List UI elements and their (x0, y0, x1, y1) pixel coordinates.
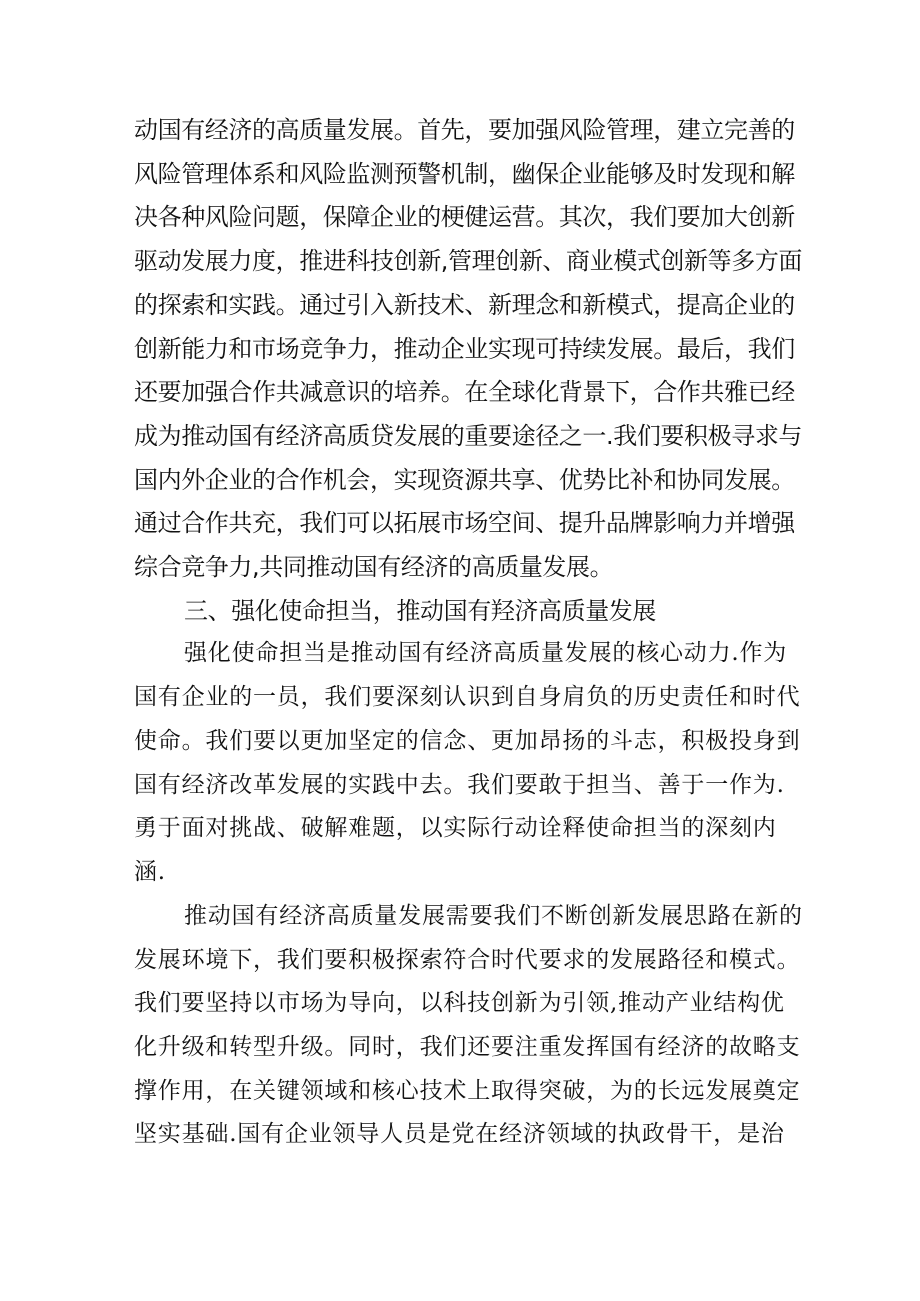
text-line: 成为推动国有经济高质贷发展的重要途径之一.我们要积极寻求与 (134, 422, 803, 450)
text-line: 强化使命担当是推动国有经济高质量发展的核心动力.作为 (184, 640, 788, 666)
text-line: 发展环境下，我们要积极探索符合时代要求的发展路径和模式。 (134, 947, 801, 973)
text-line: 决各种风险问题，保障企业的梗健运营。其次，我们要加大创新 (134, 203, 795, 231)
text-line: 风险管理体系和风险监测预警机制，幽保企业能够及时发现和解 (134, 160, 795, 188)
text-line: 综合竞争力,共同推动国有经济的高质量发展。 (134, 553, 614, 581)
text-line: 动国有经济的高质量发展。首先，要加强风险管理，建立完善的 (134, 116, 795, 144)
text-line: 涵. (134, 859, 166, 885)
text-line: 使命。我们要以更加坚定的信念、更加昂扬的斗志，积极投身到 (134, 728, 801, 754)
text-line: 国有经济改革发展的实践中去。我们要敢于担当、善于一作为. (134, 772, 785, 798)
text-line: 撑作用，在关键领域和核心技术上取得突破，为的长远发展奠定 (134, 1078, 801, 1104)
text-line: 国内外企业的合作机会，实现资源共享、优势比补和协同发展。 (134, 466, 795, 494)
text-line: 的探索和实践。通过引入新技术、新理念和新模式，提高企业的 (134, 291, 795, 319)
text-line: 还要加强合作共减意识的培养。在全球化背景下，合作共雅已经 (134, 378, 795, 406)
text-line: 国有企业的一员，我们要深刻认识到自身肩负的历史责任和时代 (134, 684, 801, 710)
text-line: 推动国有经济高质量发展需要我们不断创新发展思路在新的 (184, 903, 803, 929)
text-line: 驱动发展力度，推进科技创新,管理创新、商业模式创新等多方面 (134, 247, 803, 275)
text-line: 通过合作共充，我们可以拓展市场空间、提升品牌影响力并增强 (134, 509, 795, 537)
text-line: 勇于面对挑战、破解难题，以实际行动诠释使命担当的深刻内 (134, 815, 777, 841)
text-line: 坚实基础.国有企业领导人员是党在经济领域的执政骨干，是治 (134, 1121, 785, 1147)
section-heading: 三、强化使命担当，推动国有羟济高质量发展 (184, 597, 656, 625)
text-line: 我们要坚持以市场为导向，以科技创新为引领,推动产业结构优 (134, 990, 785, 1016)
text-line: 创新能力和市场竞争力，推动企业实现可持续发展。最后，我们 (134, 335, 795, 363)
text-line: 化升级和转型升级。同时，我们还要注重发挥国有经济的故略支 (134, 1034, 801, 1060)
